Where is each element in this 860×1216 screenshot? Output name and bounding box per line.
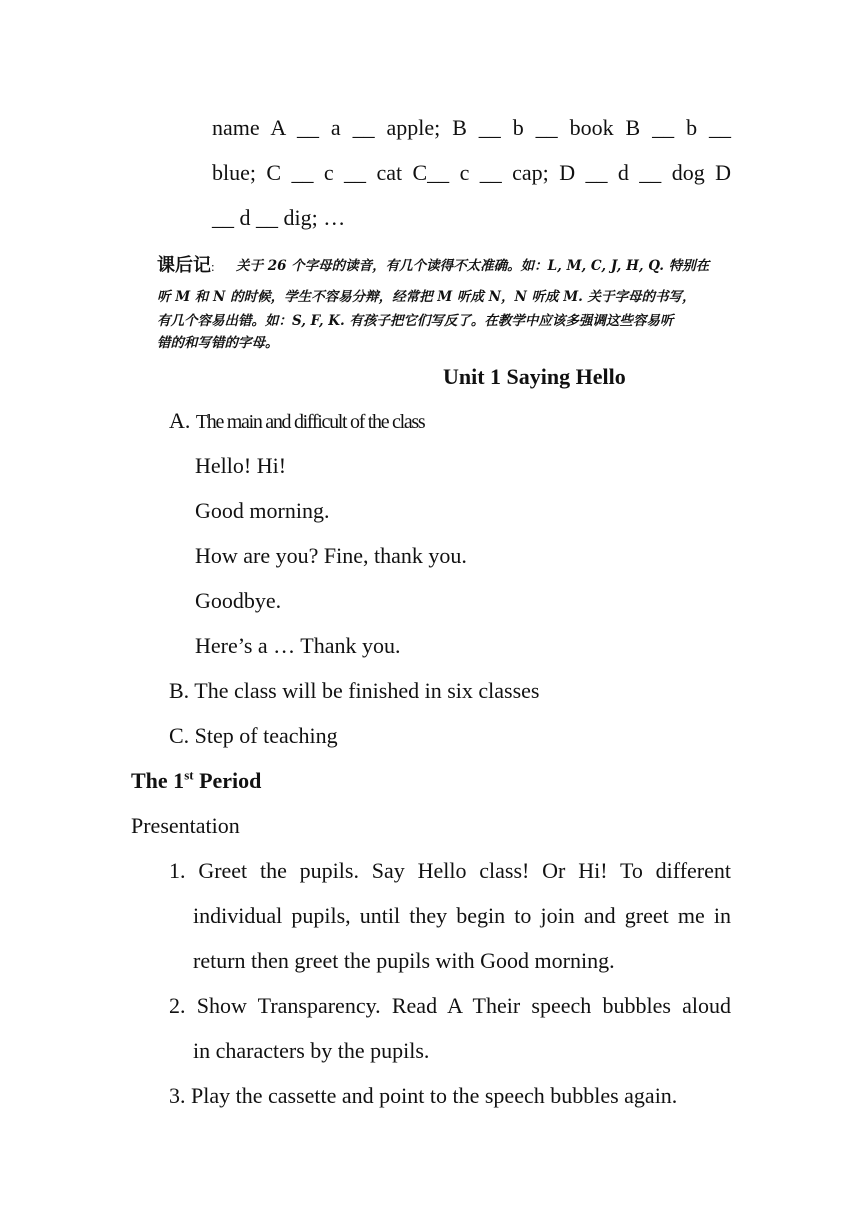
section-a-text: The main and difficult of the class [195, 411, 425, 433]
period-prefix: The 1 [131, 768, 185, 793]
section-a-item: Hello! Hi! [195, 453, 287, 478]
section-a-item: Good morning. [195, 498, 330, 523]
letter-line-1: name A __ a __ apple; B __ b __ book B __ b __ [212, 115, 731, 140]
step-1-line-3: return then greet the pupils with Good morning. [193, 948, 615, 973]
period-suffix: Period [193, 768, 262, 793]
note-line-4: 错的和写错的字母。 [157, 335, 279, 351]
section-a-heading [169, 406, 424, 437]
period-heading [131, 766, 261, 796]
period-sup: st [184, 767, 194, 783]
letter-line-2: blue; C __ c __ cat C__ c __ cap; D __ d __ dog D [212, 160, 731, 185]
note-line-2: 听 M 和 N 的时候，学生不容易分辩，经常把 M 听成 N，N 听成 M. 关于字母的书写， [157, 289, 696, 305]
section-b: B. The class will be finished in six classes [169, 678, 540, 703]
step-1-line-1: 1. Greet the pupils. Say Hello class! Or Hi! To different [169, 858, 731, 883]
unit-title: Unit 1 Saying Hello [443, 364, 626, 389]
section-a-item: Goodbye. [195, 588, 282, 613]
section-a-item: Here’s a … Thank you. [195, 633, 401, 658]
step-1-line-2: individual pupils, until they begin to join and greet me in [193, 903, 731, 928]
step-2-line-1: 2. Show Transparency. Read A Their speech bubbles aloud [169, 993, 731, 1018]
note-heading: 课后记 [157, 255, 211, 276]
presentation-heading: Presentation [131, 813, 240, 838]
step-2-line-2: in characters by the pupils. [193, 1038, 430, 1063]
section-a-item: How are you? Fine, thank you. [195, 543, 467, 568]
letter-line-3: __ d __ dig; … [212, 205, 346, 230]
note-colon: : [211, 259, 215, 274]
note-line-1: 关于 26 个字母的读音，有几个读得不太准确。如：L, M, C, J, H, Q. 特别在 [236, 258, 710, 274]
note-line-3: 有几个容易出错。如：S, F, K. 有孩子把它们写反了。在教学中应该多强调这些容易听 [157, 313, 674, 329]
section-c: C. Step of teaching [169, 723, 338, 748]
step-3-line-1: 3. Play the cassette and point to the speech bubbles again. [169, 1083, 678, 1108]
section-a-label: A. [169, 408, 191, 433]
note-heading-line [157, 249, 215, 282]
